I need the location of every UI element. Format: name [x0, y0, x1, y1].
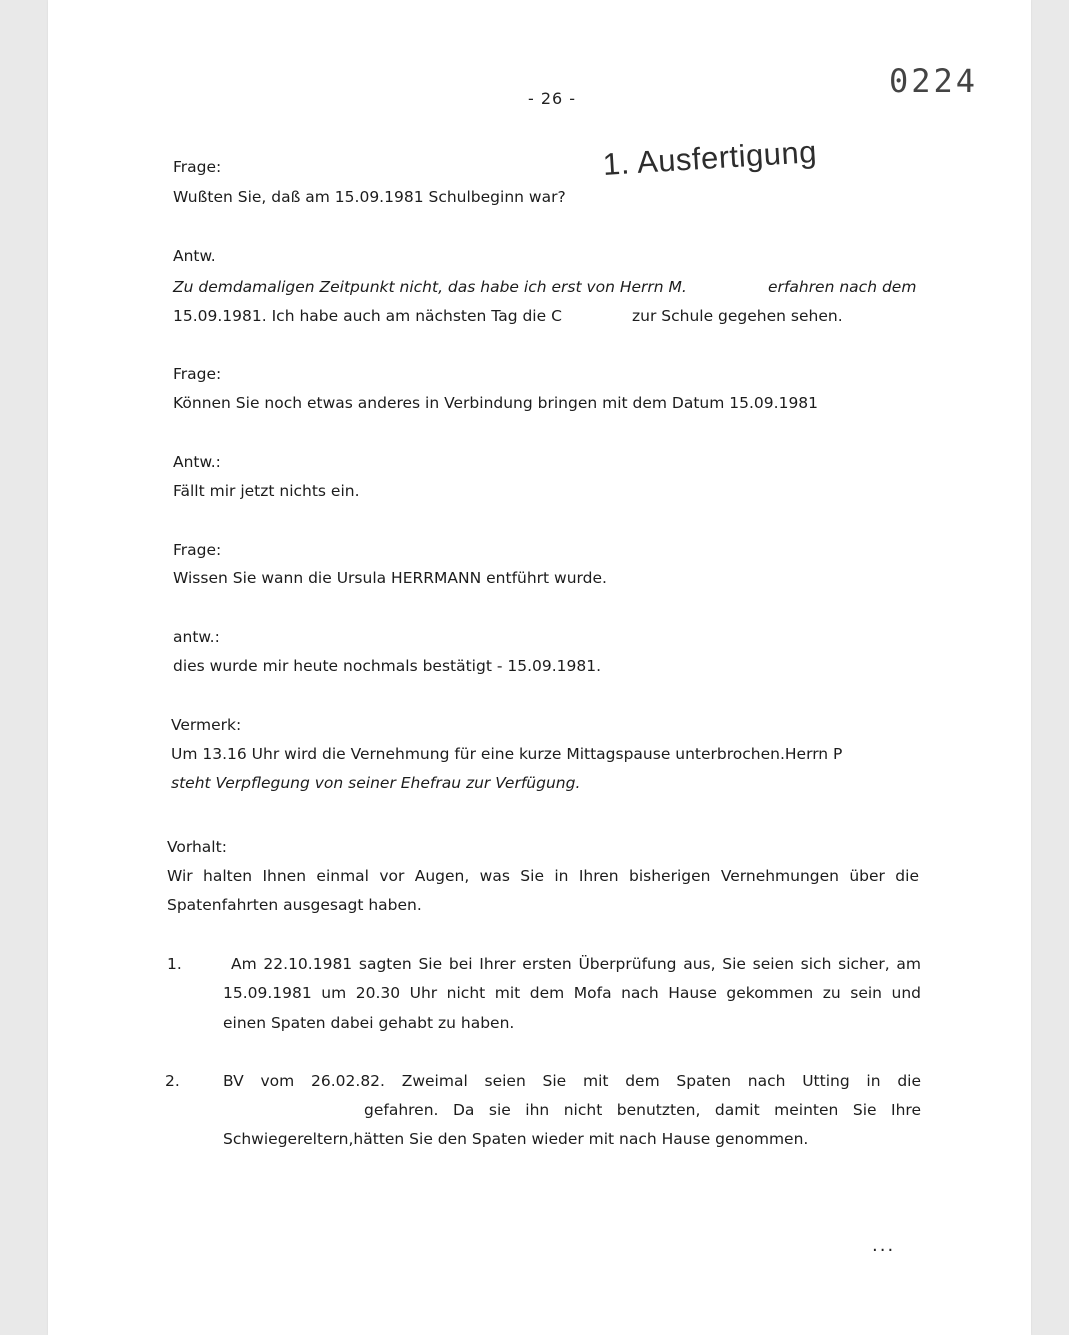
list-item-line: BV vom 26.02.82. Zweimal seien Sie mit dem Spaten nach Utting in die — [223, 1072, 921, 1090]
question-label: Frage: — [173, 158, 222, 176]
question-text: Wissen Sie wann die Ursula HERRMANN entführt wurde. — [173, 569, 607, 587]
answer-label: antw.: — [173, 628, 220, 646]
note-line: Um 13.16 Uhr wird die Vernehmung für eine kurze Mittagspause unterbrochen.Herrn P — [171, 745, 843, 763]
note-label: Vermerk: — [171, 716, 242, 734]
answer-line-end: zur Schule gegehen sehen. — [632, 307, 843, 325]
note-line: steht Verpflegung von seiner Ehefrau zur Verfügung. — [171, 774, 581, 792]
list-item-line: Schwiegereltern,hätten Sie den Spaten wieder mit nach Hause genommen. — [223, 1130, 809, 1148]
answer-line: 15.09.1981. Ich habe auch am nächsten Tag die C — [173, 307, 562, 325]
answer-text: dies wurde mir heute nochmals bestätigt - 15.09.1981. — [173, 657, 602, 675]
vorhalt-label: Vorhalt: — [167, 838, 227, 856]
answer-label: Antw. — [173, 247, 216, 265]
page-number: - 26 - — [528, 89, 577, 108]
copy-stamp: 1. Ausfertigung — [601, 133, 818, 183]
vorhalt-line: Spatenfahrten ausgesagt haben. — [167, 896, 422, 914]
answer-line-end: erfahren nach dem — [768, 278, 917, 296]
vorhalt-line: Wir halten Ihnen einmal vor Augen, was Sie in Ihren bisherigen Vernehmungen über die — [167, 867, 919, 885]
list-item-number: 1. — [167, 955, 182, 973]
list-item-line: 15.09.1981 um 20.30 Uhr nicht mit dem Mofa nach Hause gekommen zu sein und — [223, 984, 921, 1002]
list-item-line: gefahren. Da sie ihn nicht benutzten, damit meinten Sie Ihre — [364, 1101, 921, 1119]
answer-text: Fällt mir jetzt nichts ein. — [173, 482, 360, 500]
archive-number: 0224 — [889, 62, 979, 100]
answer-line: Zu demdamaligen Zeitpunkt nicht, das habe ich erst von Herrn M. — [173, 278, 687, 296]
continuation-marker: ... — [872, 1235, 896, 1256]
question-text: Wußten Sie, daß am 15.09.1981 Schulbeginn war? — [173, 188, 566, 206]
question-text: Können Sie noch etwas anderes in Verbindung bringen mit dem Datum 15.09.1981 — [173, 394, 819, 412]
answer-label: Antw.: — [173, 453, 221, 471]
list-item-number: 2. — [165, 1072, 180, 1090]
question-label: Frage: — [173, 541, 222, 559]
list-item-line: Am 22.10.1981 sagten Sie bei Ihrer ersten Überprüfung aus, Sie seien sich sicher, am — [231, 955, 921, 973]
list-item-line: einen Spaten dabei gehabt zu haben. — [223, 1014, 515, 1032]
question-label: Frage: — [173, 365, 222, 383]
